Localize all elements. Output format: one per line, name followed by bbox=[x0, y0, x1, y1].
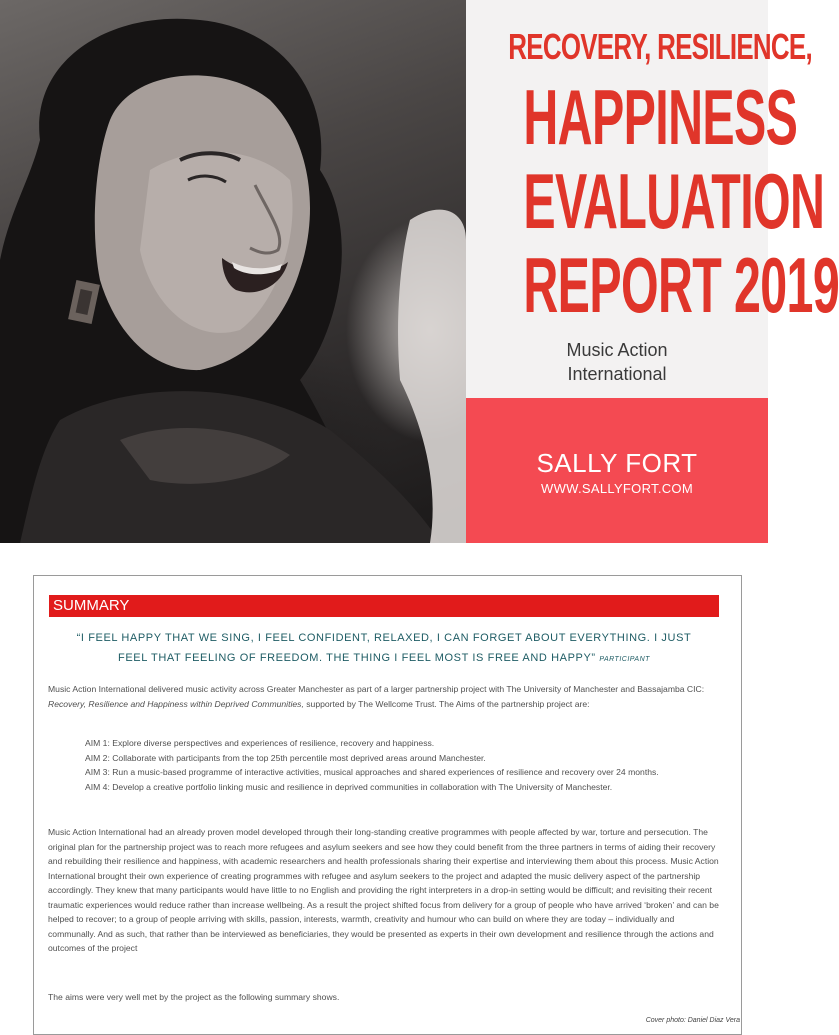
body-paragraph: Music Action International had an already proven model developed through their long-standing creative programmes with people affected by war, torture and persecution. The original plan for the partnership project was to reach more refugees and asylum seekers and see how they could benefit from the three partners in terms of aiding their recovery and rebuilding their resilience and happiness, with academic researchers and health professionals sharing their expertise and interviewing them about this process. Music Action International brought their own experience of creating programmes with refugee and asylum seekers to the project and adapted the music delivery aspect of the partnership accordingly. They knew that many participants would have little to no English and providing the right interpreters in a drop-in setting would be difficult; and revisiting their recent traumatic experiences would reduce rather than increase wellbeing. As a result the project shifted focus from delivery for a group of people who have arrived ‘broken’ and can be helped to recover; to a group of people arriving with skills, passion, interests, warmth, creativity and humour who can build on where they are today – individually and communally. And as such, that rather than be interviewed as beneficiaries, they would be presented as experts in their own development and resilience through the actions and outcomes of the project bbox=[48, 827, 719, 953]
report-title-line-3: EVALUATION bbox=[523, 157, 825, 245]
photo-credit: Cover photo: Daniel Diaz Vera bbox=[645, 1017, 740, 1024]
summary-heading: SUMMARY bbox=[53, 597, 130, 614]
quote-attribution: PARTICIPANT bbox=[599, 656, 650, 663]
aim-item: AIM 3: Run a music-based programme of interactive activities, musical approaches and shared experiences of resilience and recovery over 24 months. bbox=[85, 767, 659, 777]
author-name: SALLY FORT bbox=[536, 448, 698, 478]
cover-photo-illustration bbox=[0, 0, 466, 543]
organisation-name-line-2: International bbox=[567, 364, 667, 384]
aim-item: AIM 2: Collaborate with participants from the top 25th percentile most deprived areas around Manchester. bbox=[85, 752, 486, 763]
participant-quote bbox=[74, 628, 694, 670]
author-panel bbox=[466, 398, 768, 543]
aims-list bbox=[85, 736, 725, 794]
intro-project-title: Recovery, Resilience and Happiness within Deprived Communities, bbox=[48, 698, 304, 709]
quote-line-2-text: FEEL THAT FEELING OF FREEDOM. THE THING I FEEL MOST IS FREE AND HAPPY” bbox=[118, 652, 596, 664]
closing-paragraph: The aims were very well met by the project as the following summary shows. bbox=[48, 992, 340, 1002]
quote-line-2 bbox=[74, 648, 694, 670]
report-title-line-1: RECOVERY, RESILIENCE, bbox=[508, 26, 812, 67]
intro-text-end: supported by The Wellcome Trust. The Aims of the partnership project are: bbox=[303, 698, 590, 709]
title-panel bbox=[466, 0, 839, 398]
organisation-name-line-1: Music Action bbox=[566, 340, 668, 360]
summary-heading-bar bbox=[49, 595, 719, 617]
intro-text-start: Music Action International delivered music activity across Greater Manchester as part of a larger partnership project with The University of Manchester and Bassajamba CIC: bbox=[48, 684, 705, 694]
summary-page bbox=[33, 575, 742, 1035]
author-website-link[interactable]: WWW.SALLYFORT.COM bbox=[541, 481, 693, 496]
cover-photo bbox=[0, 0, 466, 543]
report-title-line-4: REPORT 2019 bbox=[523, 241, 839, 329]
organisation-name bbox=[466, 338, 768, 386]
quote-line-1: “I FEEL HAPPY THAT WE SING, I FEEL CONFIDENT, RELAXED, I CAN FORGET ABOUT EVERYTHING. I JUST bbox=[76, 632, 692, 644]
report-title-line-2: HAPPINESS bbox=[523, 73, 798, 161]
intro-paragraph bbox=[48, 682, 724, 711]
aim-item: AIM 4: Develop a creative portfolio linking music and resilience in deprived communities in collaboration with The University of Manchester. bbox=[85, 781, 613, 792]
aim-item: AIM 1: Explore diverse perspectives and experiences of resilience, recovery and happiness. bbox=[85, 738, 435, 748]
